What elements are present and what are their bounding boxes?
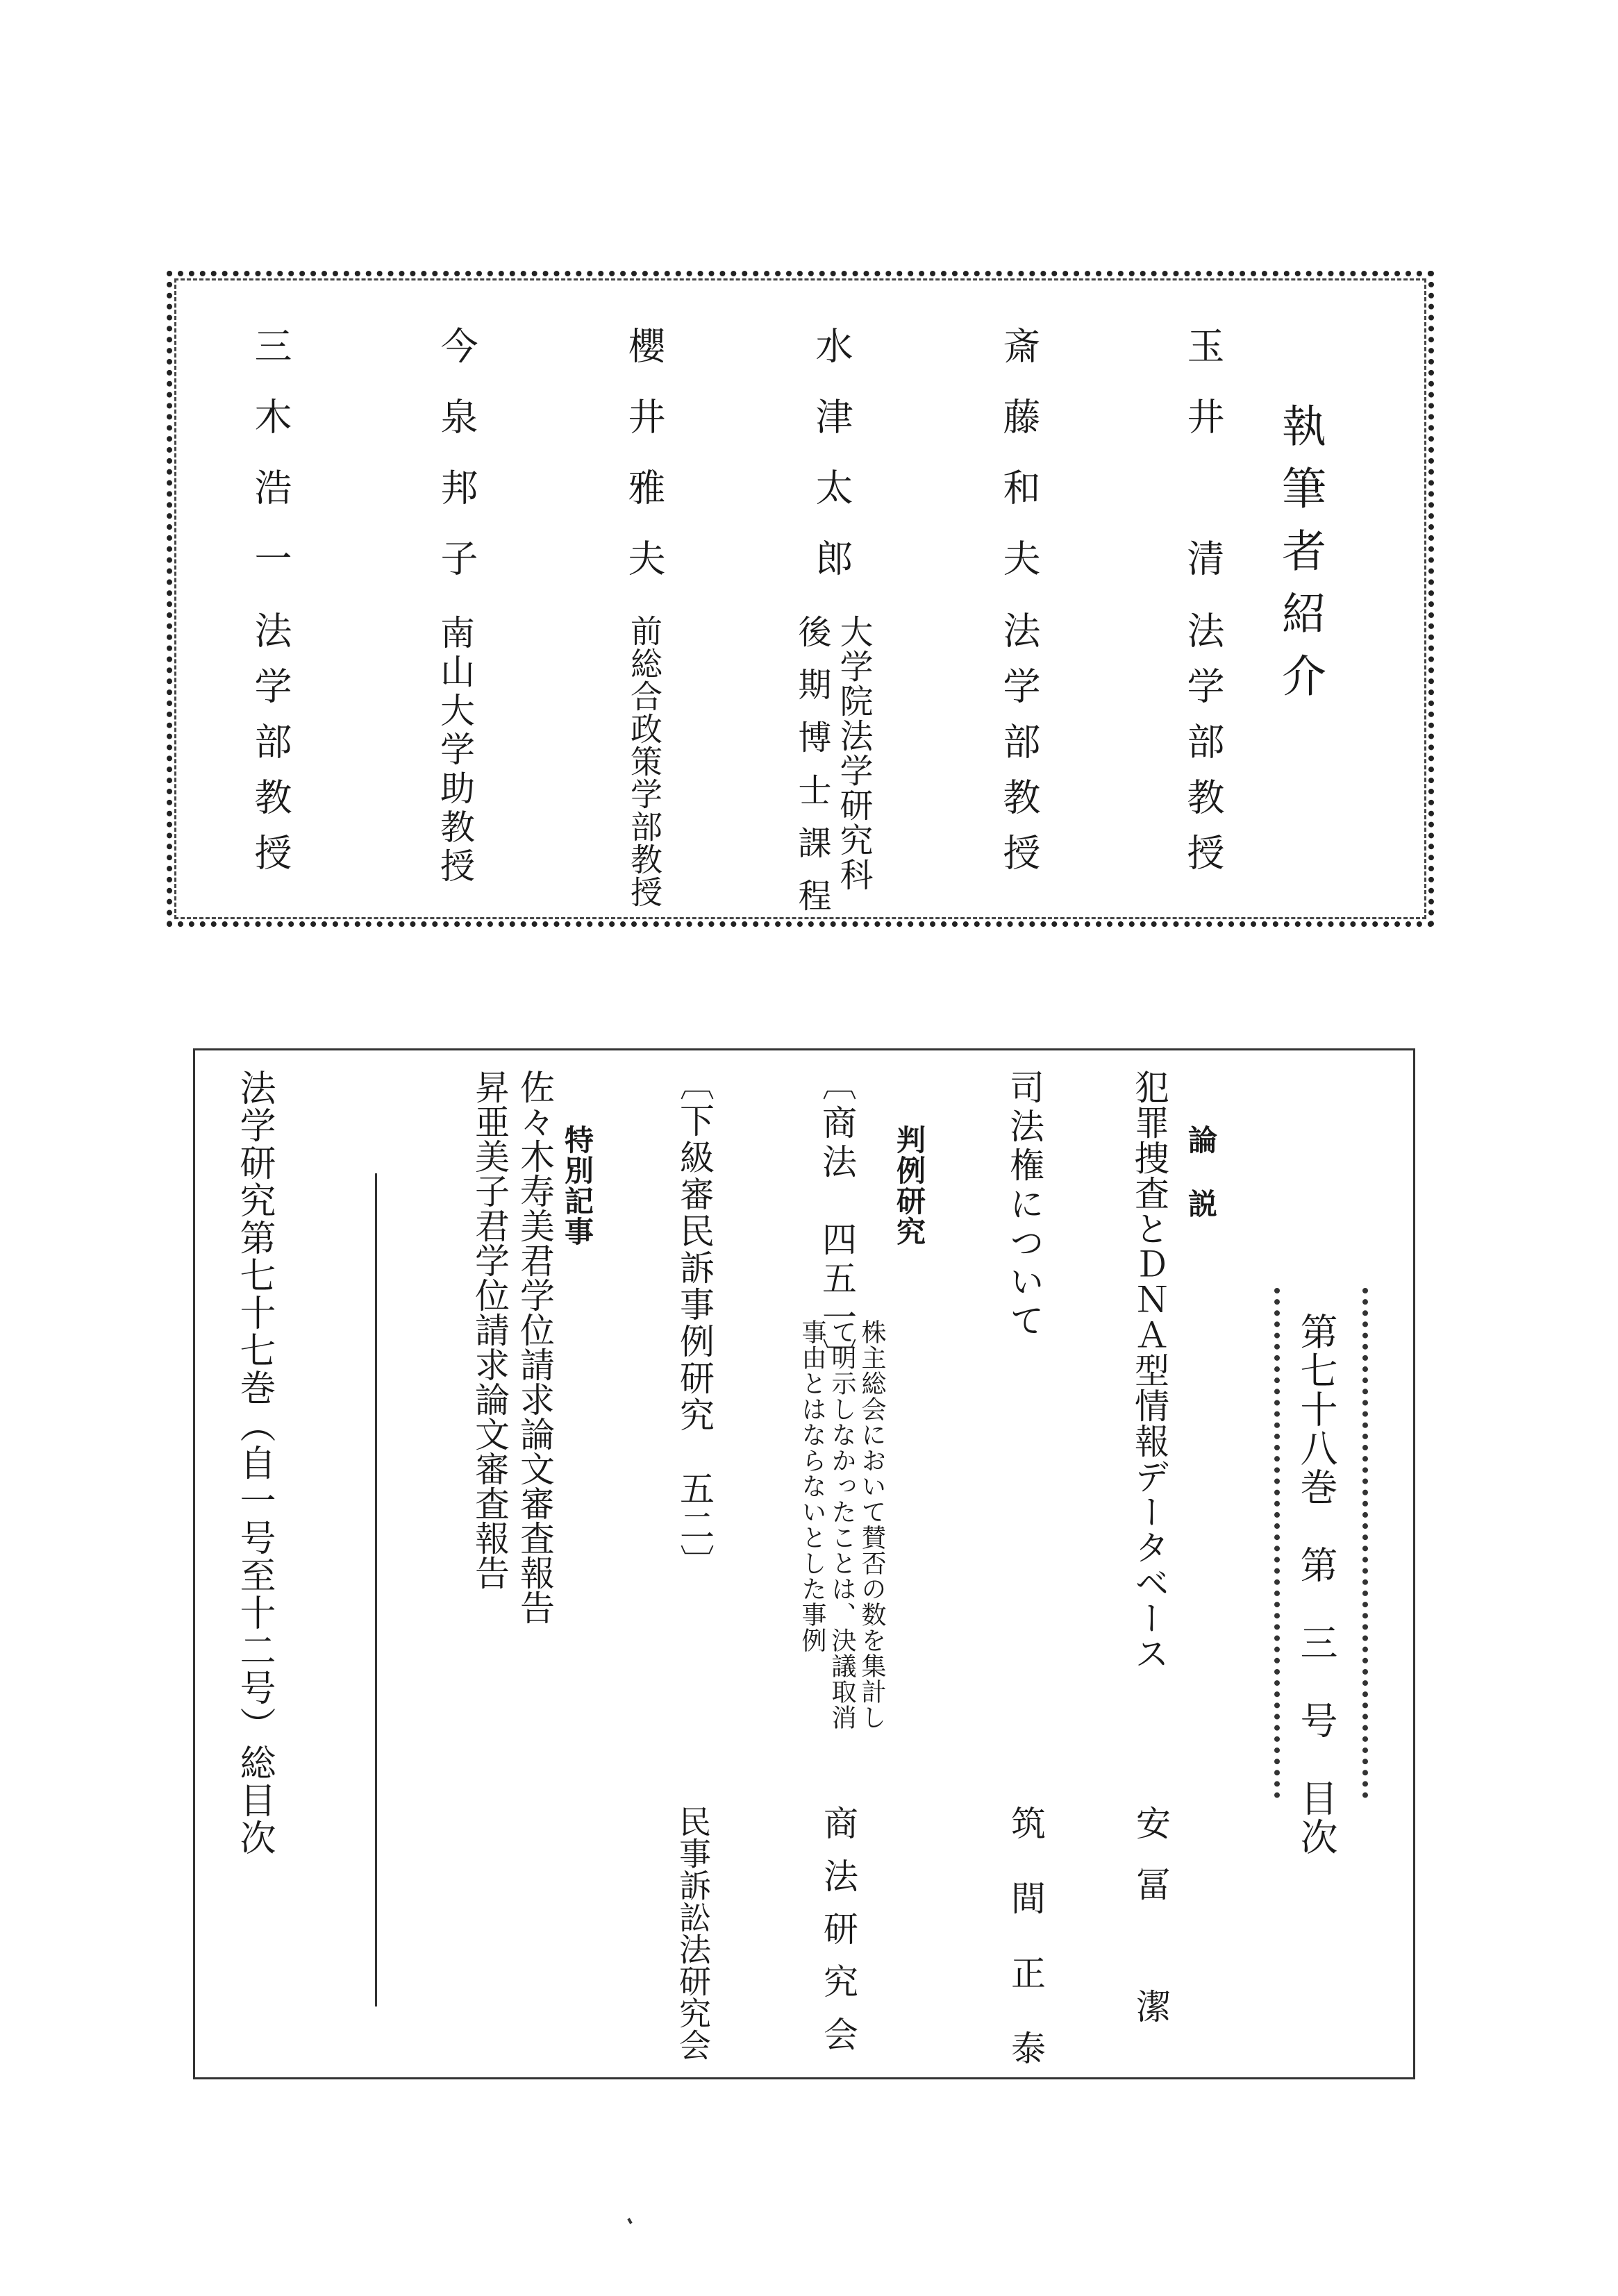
author-position: 法学部教授 xyxy=(1181,611,1225,889)
general-index: 法学研究第七十七巻（自一号至十二号）総目次 xyxy=(233,1069,275,1857)
case-label: 〔商法 四五一〕 xyxy=(817,1066,857,1377)
section-heading-hanrei: 判例研究 xyxy=(892,1125,926,1247)
wavy-line xyxy=(1274,1288,1280,1798)
article-author: 安冨 潔 xyxy=(1131,1805,1171,2050)
page-mark xyxy=(627,2218,632,2224)
author-position: 南山大学助教授 xyxy=(435,614,475,887)
author-position: 法学部教授 xyxy=(249,611,292,889)
case-author: 商法研究会 xyxy=(818,1805,858,2069)
case-note-line3: 事由とはならないとした事例 xyxy=(798,1319,826,1653)
author-position-line2: 後期博士課程 xyxy=(792,614,831,931)
special-article: 佐々木寿美君学位請求論文審査報告 xyxy=(515,1069,555,1625)
author-name: 櫻井雅夫 xyxy=(622,326,666,610)
divider-rule xyxy=(375,1173,377,2006)
author-name: 水津太郎 xyxy=(810,326,853,610)
special-article: 昇亜美子君学位請求論文審査報告 xyxy=(469,1069,510,1590)
case-author: 民事訴訟法研究会 xyxy=(674,1805,712,2061)
author-name: 斎藤和夫 xyxy=(997,326,1041,610)
wavy-line xyxy=(1362,1288,1368,1798)
section-heading-ronsetsu: 論 説 xyxy=(1184,1125,1218,1221)
case-note-line1: 株主総会において賛否の数を集計し xyxy=(858,1319,886,1730)
article-author: 筑間正泰 xyxy=(1006,1805,1046,2105)
author-name: 今泉邦子 xyxy=(435,326,478,610)
author-position-line1: 大学院法学研究科 xyxy=(834,614,873,892)
author-position: 法学部教授 xyxy=(997,611,1041,889)
author-position: 前総合政策学部教授 xyxy=(626,614,663,908)
section-heading-tokubetsu: 特別記事 xyxy=(560,1125,594,1247)
author-name: 三木浩一 xyxy=(249,326,292,610)
issue-title: 第七十八巻 第 三 号 目次 xyxy=(1294,1312,1338,1857)
case-note-line2: て明示しなかったことは、決議取消 xyxy=(828,1319,856,1730)
article-title: 犯罪捜査とＤＮＡ型情報データベース xyxy=(1129,1069,1169,1671)
authors-heading: 執筆者紹介 xyxy=(1274,403,1326,715)
article-title: 司法権について xyxy=(1004,1069,1044,1341)
author-name: 玉井 清 xyxy=(1181,326,1225,610)
case-label: 〔下級審民訴事例研究 五二〕 xyxy=(674,1066,715,1581)
